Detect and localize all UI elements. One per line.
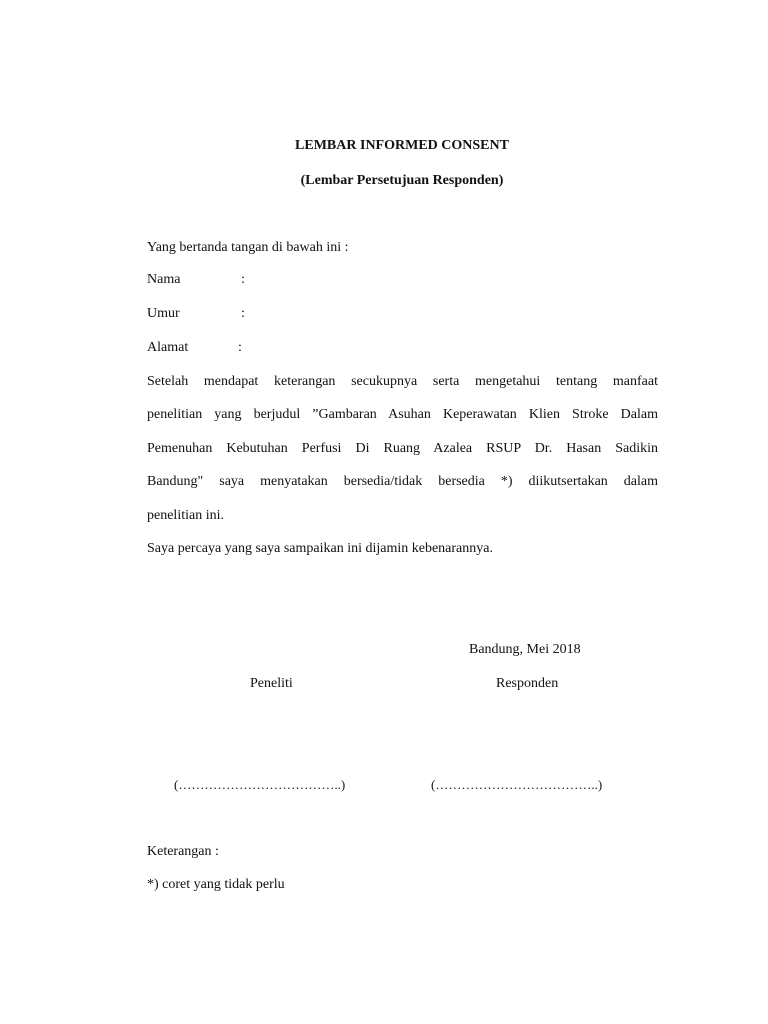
document-title: LEMBAR INFORMED CONSENT <box>295 138 509 153</box>
signature-line-left: (………………………………..) <box>174 777 346 792</box>
field-label-umur: Umur <box>147 306 180 321</box>
place-date: Bandung, Mei 2018 <box>469 642 581 657</box>
field-separator-nama: : <box>241 272 245 287</box>
note-text: *) coret yang tidak perlu <box>147 877 285 892</box>
field-separator-umur: : <box>241 306 245 321</box>
body-line-3: Pemenuhan Kebutuhan Perfusi Di Ruang Azalea RSUP Dr. Hasan Sadikin <box>147 441 658 456</box>
body-line-5: penelitian ini. <box>147 508 224 523</box>
field-label-alamat: Alamat <box>147 340 189 355</box>
note-label: Keterangan : <box>147 844 219 859</box>
signer-left-label: Peneliti <box>250 676 293 691</box>
body-line-4: Bandung" saya menyatakan bersedia/tidak bersedia *) diikutsertakan dalam <box>147 474 658 489</box>
signature-line-right: (………………………………..) <box>431 777 603 792</box>
document-subtitle: (Lembar Persetujuan Responden) <box>300 173 504 188</box>
intro-text: Yang bertanda tangan di bawah ini : <box>147 240 349 255</box>
statement-text: Saya percaya yang saya sampaikan ini dijamin kebenarannya. <box>147 541 493 556</box>
body-line-1: Setelah mendapat keterangan secukupnya serta mengetahui tentang manfaat <box>147 374 658 389</box>
field-separator-alamat: : <box>238 340 242 355</box>
body-line-2: penelitian yang berjudul ”Gambaran Asuhan Keperawatan Klien Stroke Dalam <box>147 407 658 422</box>
signer-right-label: Responden <box>496 676 559 691</box>
field-label-nama: Nama <box>147 272 181 287</box>
